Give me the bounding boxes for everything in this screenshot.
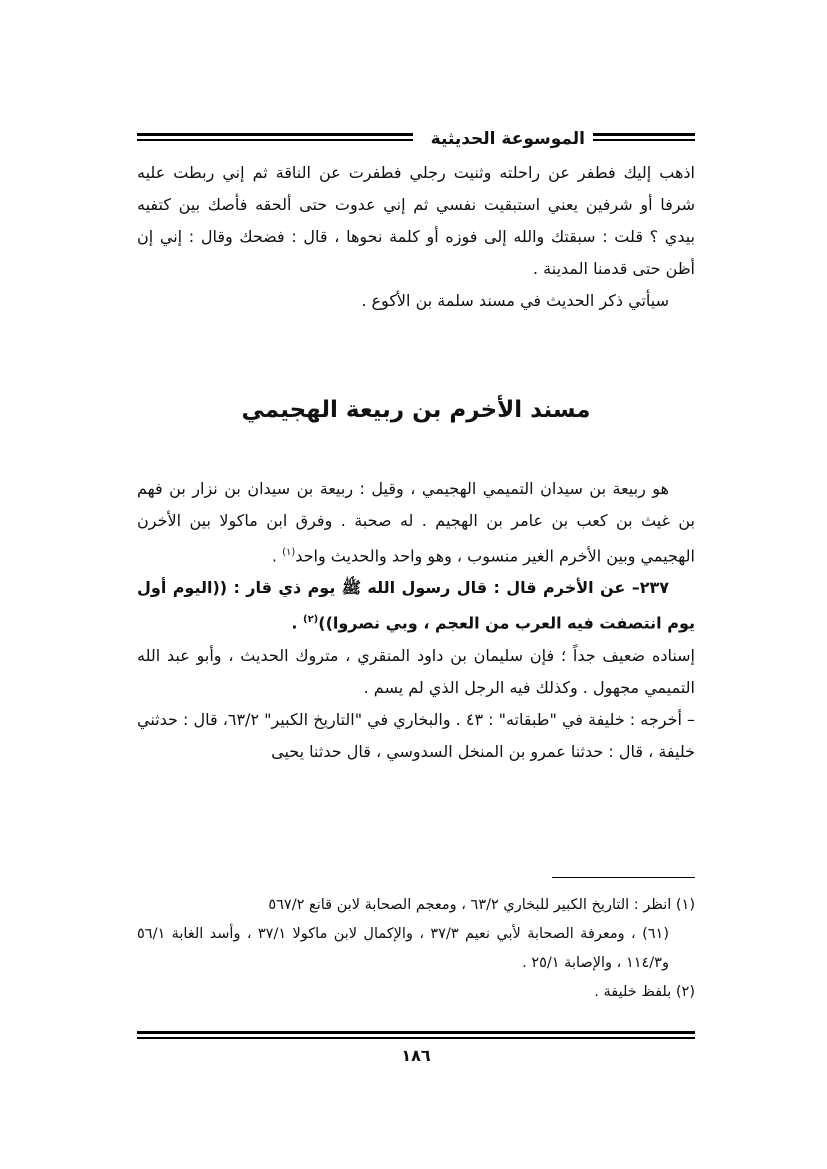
isnad-paragraph: إسناده ضعيف جداً ؛ فإن سليمان بن داود المنقري ، متروك الحديث ، وأبو عبد الله التميمي مجهول . وكذلك فيه الرجل الذي لم يسم . xyxy=(137,645,695,697)
section-body xyxy=(137,473,695,768)
footnote-1: (١) انظر : التاريخ الكبير للبخاري ٦٣/٢ ، ومعجم الصحابة لابن قانع ٥٦٧/٢ xyxy=(268,897,695,913)
hadith-paragraph xyxy=(137,572,695,639)
top-text xyxy=(137,157,695,317)
header-rule-right xyxy=(593,133,695,141)
bio-text: هو ربيعة بن سيدان التميمي الهجيمي ، وقيل : ربيعة بن سيدان بن نزار بن فهم بن غيث بن كعب بن عامر بن الهجيم . له صحبة . وفرق ابن ماكولا بين الأخرن الهجيمي وبين الأخرم الغير منسوب ، وهو واحد والحديث واحد xyxy=(137,479,695,566)
footnote-ref-1: (١) xyxy=(282,547,296,558)
cross-reference-paragraph: سيأتي ذكر الحديث في مسند سلمة بن الأكوع . xyxy=(361,291,669,310)
section-title: مسند الأخرم بن ربيعة الهجيمي xyxy=(241,397,591,423)
bio-end: . xyxy=(271,546,283,566)
continuation-paragraph: اذهب إليك فطفر عن راحلته وثنيت رجلي فطفرت عن الناقة ثم إني ربطت عليه شرفا أو شرفين يعني استبقيت نفسي ثم إني عدوت حتى ألحقه فأصك بين كتفيه بيدي ؟ قلت : سبقتك والله إلى فوزه أو كلمة نحوها ، قال : فضحك وقال : إني إن أظن حتى قدمنا المدينة . xyxy=(137,163,695,278)
header-rule-left xyxy=(137,133,413,141)
page-number: ١٨٦ xyxy=(401,1046,431,1065)
hadith-end: . xyxy=(291,613,303,633)
footnotes xyxy=(137,891,695,1007)
footer-rule xyxy=(137,1031,695,1039)
takhrij-paragraph: – أخرجه : خليفة في "طبقاته" : ٤٣ . والبخاري في "التاريخ الكبير" ٦٣/٢، قال : حدثني خليفة ، قال : حدثنا عمرو بن المنخل السدوسي ، قال حدثنا يحيى xyxy=(136,709,695,761)
bio-paragraph xyxy=(137,473,695,572)
footnote-1-continuation: (٦١) ، ومعرفة الصحابة لأبي نعيم ٣٧/٣ ، والإكمال لابن ماكولا ٣٧/١ ، وأسد الغابة ٥٦/١ و١١٤/٣ ، والإصابة ٢٥/١ . xyxy=(137,926,669,971)
footnote-ref-2: (٢) xyxy=(302,614,319,626)
hadith-text: ٢٣٧– عن الأخرم قال : قال رسول الله ﷺ يوم ذي قار : ((اليوم أول يوم انتصفت فيه العرب من العجم ، وبي نصروا)) xyxy=(137,578,695,633)
running-header xyxy=(137,128,695,150)
footnote-2: (٢) بلفظ خليفة . xyxy=(594,984,695,1000)
header-title: الموسوعة الحديثية xyxy=(430,129,585,149)
footnote-separator xyxy=(552,877,695,878)
